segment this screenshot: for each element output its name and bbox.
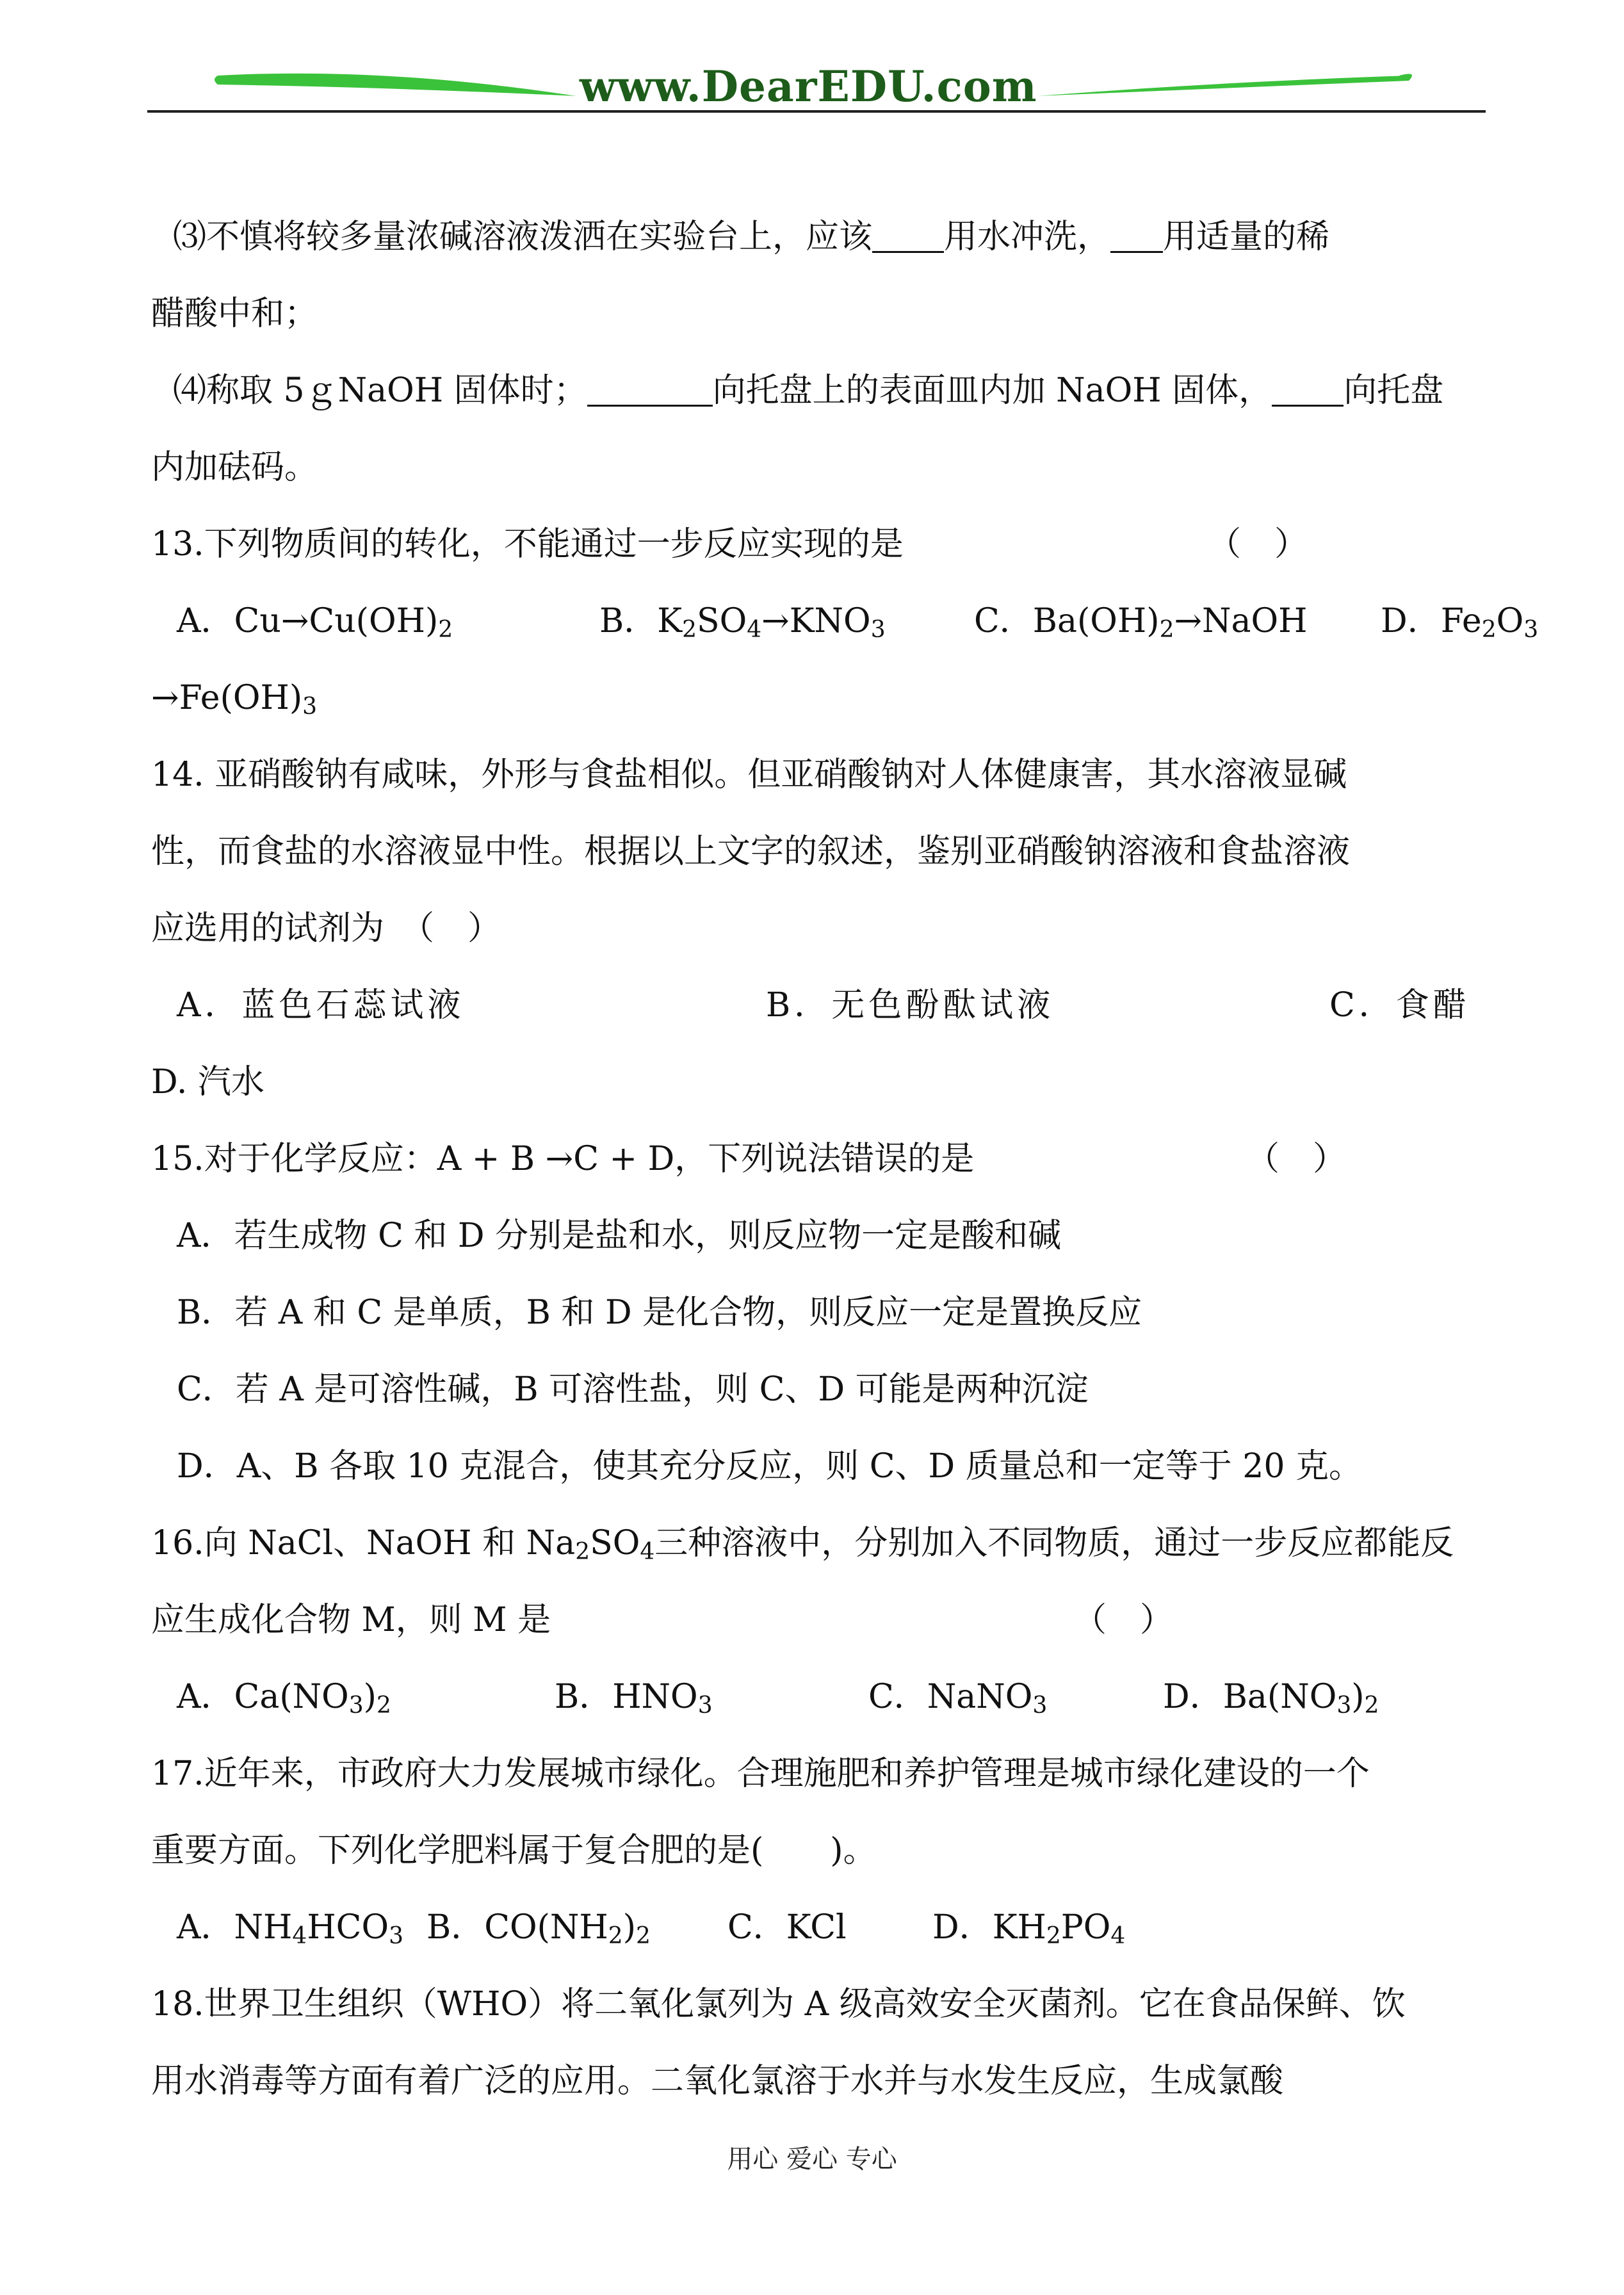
answer-paren[interactable]: （ ） <box>1073 1601 1174 1639</box>
q12-item4-text-c: 向托盘 <box>1344 371 1444 410</box>
blank[interactable] <box>872 215 944 253</box>
q13-option-d-cont: $\to Fe(OH)_3$ <box>151 679 318 720</box>
q15-stem <box>151 1133 1483 1185</box>
left-swoosh-tail <box>215 76 218 85</box>
q16-stem-text: 应生成化合物 M，则 M 是 <box>151 1601 551 1639</box>
q16-options <box>151 1671 1483 1723</box>
answer-paren[interactable]: （ ） <box>1208 525 1308 564</box>
q13-stem <box>151 519 1483 570</box>
q14-stem-line2: 性，而食盐的水溶液显中性。根据以上文字的叙述，鉴别亚硝酸钠溶液和食盐溶液 <box>151 832 1351 871</box>
q12-item4-text-a: ⑷称取 5ｇNaOH 固体时； <box>173 371 587 410</box>
q17-stem-line1: 17.近年来，市政府大力发展城市绿化。合理施肥和养护管理是城市绿化建设的一个 <box>151 1755 1370 1793</box>
q13-option-b[interactable]: B．$K_2SO_4\to KNO_3$ <box>599 602 886 643</box>
site-logo[interactable]: www.DearEDU.com <box>580 61 1037 111</box>
q12-item3-text-c: 用适量的稀 <box>1163 218 1330 256</box>
q12-item3-text-a: ⑶不慎将较多量浓碱溶液泼洒在实验台上，应该 <box>173 218 873 256</box>
q12-item4-line1 <box>173 365 1505 416</box>
q15-option-b[interactable]: B．若 A 和 C 是单质，B 和 D 是化合物，则反应一定是置换反应 <box>177 1293 1142 1332</box>
q15-option-d[interactable]: D．A、B 各取 10 克混合，使其充分反应，则 C、D 质量总和一定等于 20 克。 <box>177 1447 1362 1486</box>
q16-option-d[interactable]: D．$Ba(NO_3)_2$ <box>1163 1678 1379 1719</box>
q17-option-c[interactable]: C．KCl <box>727 1908 847 1947</box>
q14-stem-line1: 14. 亚硝酸钠有咸味，外形与食盐相似。但亚硝酸钠对人体健康害，其水溶液显碱 <box>151 756 1347 794</box>
blank[interactable] <box>587 369 713 407</box>
q14-stem-line3: 应选用的试剂为 （ ） <box>151 909 501 948</box>
q16-option-b[interactable]: B．$HNO_3$ <box>555 1678 713 1719</box>
q16-option-a[interactable]: A．$Ca(NO_3)_2$ <box>177 1678 391 1719</box>
q12-item4-text-b: 向托盘上的表面皿内加 NaOH 固体， <box>712 371 1272 410</box>
q13-option-d[interactable]: D．$Fe_2O_3$ <box>1381 602 1539 643</box>
q17-options <box>151 1902 1483 1953</box>
q16-stem-line2 <box>151 1594 1483 1646</box>
q13-option-a[interactable]: A．$Cu\to Cu(OH)_2$ <box>177 602 453 643</box>
q14-option-d[interactable]: D. 汽水 <box>151 1063 264 1101</box>
q14-option-a[interactable]: A．蓝色石蕊试液 <box>177 986 465 1025</box>
q12-item3-text-b: 用水冲洗， <box>944 218 1111 256</box>
q17-option-a[interactable]: A．$NH_4HCO_3$ <box>177 1908 403 1949</box>
q14-option-b[interactable]: B．无色酚酞试液 <box>766 986 1055 1025</box>
q13-options <box>151 596 1539 647</box>
q12-item4-line2: 内加砝码。 <box>151 448 318 487</box>
q13-option-c[interactable]: C．$Ba(OH)_2\to NaOH$ <box>974 602 1308 643</box>
q18-stem-line1: 18.世界卫生组织（WHO）将二氧化氯列为 A 级高效安全灭菌剂。它在食品保鲜、饮 <box>151 1985 1406 2023</box>
q17-stem-line2: 重要方面。下列化学肥料属于复合肥的是( )。 <box>151 1831 877 1870</box>
left-swoosh <box>218 74 576 96</box>
blank[interactable] <box>1272 369 1344 407</box>
q12-item3-line2: 醋酸中和； <box>151 295 318 333</box>
page-footer: 用心 爱心 专心 <box>727 2145 897 2174</box>
answer-paren[interactable]: （ ） <box>1246 1140 1347 1178</box>
page-header <box>0 0 1624 128</box>
q15-stem-text: 15.对于化学反应：A + B →C + D，下列说法错误的是 <box>151 1140 975 1178</box>
blank[interactable] <box>1110 215 1163 253</box>
q14-options <box>151 980 1483 1031</box>
q17-option-b[interactable]: B．$CO(NH_2)_2$ <box>426 1908 651 1949</box>
q14-option-c[interactable]: C．食醋 <box>1329 986 1470 1025</box>
q15-option-c[interactable]: C．若 A 是可溶性碱，B 可溶性盐，则 C、D 可能是两种沉淀 <box>177 1370 1089 1409</box>
q13-stem-text: 13.下列物质间的转化，不能通过一步反应实现的是 <box>151 525 904 564</box>
q16-stem-line1: 16.向 NaCl、NaOH 和 $Na_2SO_4$三种溶液中，分别加入不同物质，通过一步反应都能反 <box>151 1524 1454 1565</box>
q12-item3-line1 <box>173 211 1505 263</box>
q18-stem-line2: 用水消毒等方面有着广泛的应用。二氧化氯溶于水并与水发生反应，生成氯酸 <box>151 2062 1284 2100</box>
q16-option-c[interactable]: C．NaNO$_3$ <box>868 1678 1048 1719</box>
q15-option-a[interactable]: A．若生成物 C 和 D 分别是盐和水，则反应物一定是酸和碱 <box>177 1217 1062 1255</box>
right-swoosh <box>1037 76 1409 96</box>
q17-option-d[interactable]: D．$KH_2PO_4$ <box>932 1908 1126 1949</box>
